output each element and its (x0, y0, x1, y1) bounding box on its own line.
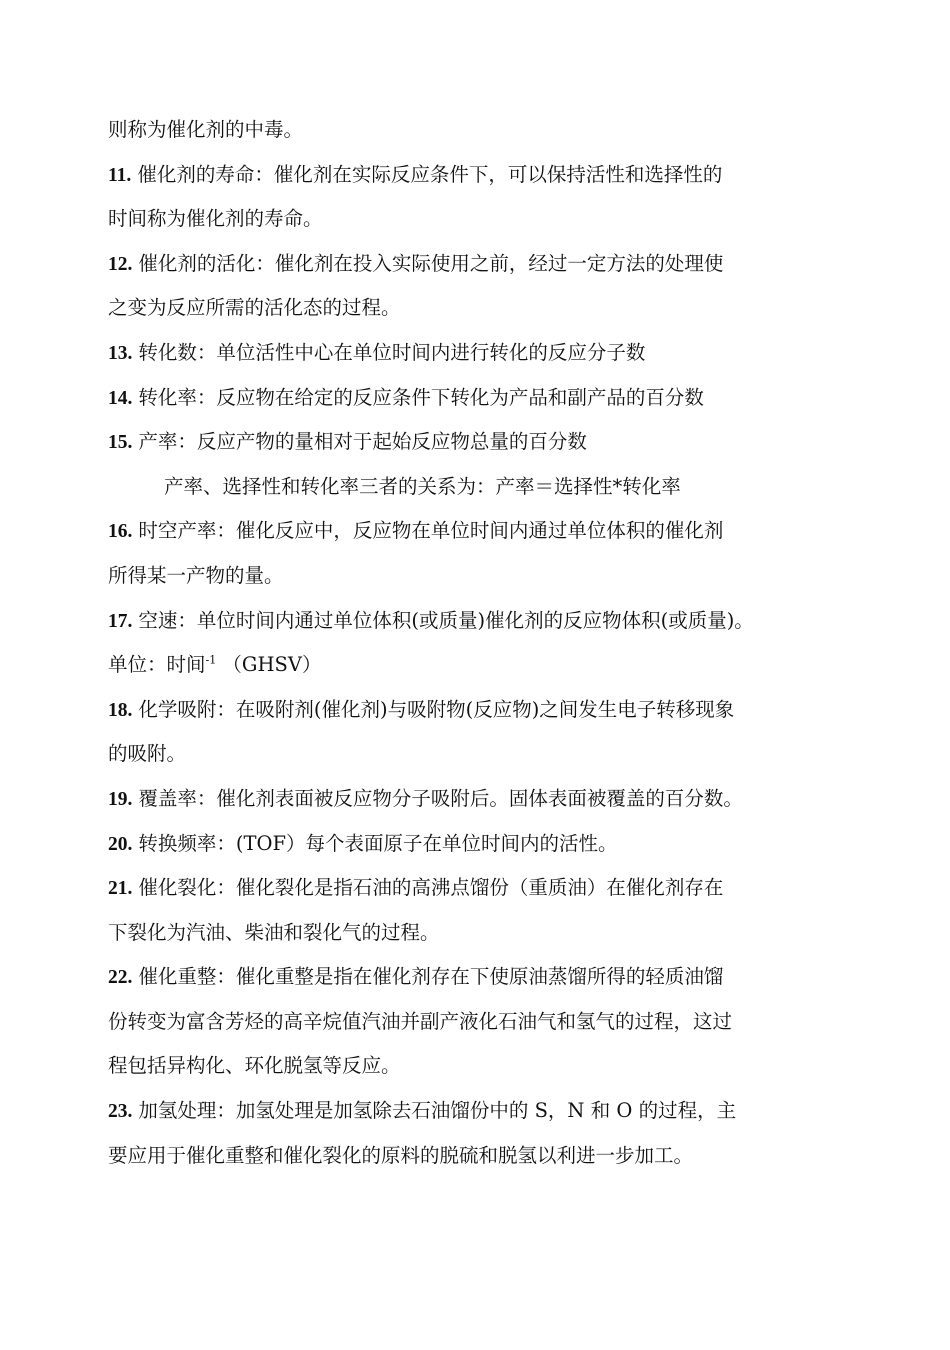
definition-item (108, 603, 843, 648)
item-number: 12. (108, 253, 133, 275)
line-text: 单位：时间 (108, 653, 206, 677)
definition-item (108, 424, 843, 469)
line-text: 之变为反应所需的活化态的过程。 (108, 296, 401, 320)
text-line (108, 736, 843, 781)
line-text: 化学吸附：在吸附剂(催化剂)与吸附物(反应物)之间发生电子转移现象 (138, 697, 735, 721)
line-text: 催化剂的活化：催化剂在投入实际使用之前，经过一定方法的处理使 (138, 251, 724, 275)
line-text: 催化剂的寿命：催化剂在实际反应条件下，可以保持活性和选择性的 (137, 162, 723, 186)
definition-item (108, 1093, 843, 1138)
item-number: 15. (108, 432, 133, 454)
definition-item (108, 513, 843, 558)
line-text: 转化数：单位活性中心在单位时间内进行转化的反应分子数 (138, 340, 646, 364)
item-number: 17. (108, 610, 133, 632)
line-text: 则称为催化剂的中毒。 (108, 118, 304, 141)
item-number: 20. (108, 833, 133, 855)
item-number: 16. (108, 521, 133, 543)
line-text: 催化裂化：催化裂化是指石油的高沸点馏份（重质油）在催化剂存在 (138, 876, 724, 900)
text-line-indented (108, 469, 843, 514)
item-number: 22. (108, 967, 133, 989)
line-text: 加氢处理：加氢处理是加氢除去石油馏份中的 S，N 和 O 的过程，主 (138, 1099, 737, 1123)
superscript: -1 (205, 653, 217, 667)
item-number: 19. (108, 788, 133, 810)
definition-item (108, 959, 843, 1004)
definition-item (108, 692, 843, 737)
text-line (108, 1004, 843, 1049)
line-text: 时空产率：催化反应中，反应物在单位时间内通过单位体积的催化剂 (138, 519, 724, 543)
item-number: 13. (108, 342, 133, 364)
line-text: 覆盖率：催化剂表面被反应物分子吸附后。固体表面被覆盖的百分数。 (138, 786, 743, 810)
line-text: 转化率：反应物在给定的反应条件下转化为产品和副产品的百分数 (138, 385, 704, 409)
definition-item (108, 380, 843, 425)
definition-item (108, 781, 843, 826)
definition-item (108, 157, 843, 202)
line-text: 份转变为富含芳烃的高辛烷值汽油并副产液化石油气和氢气的过程，这过 (108, 1009, 733, 1033)
text-line (108, 1138, 843, 1183)
definition-item (108, 335, 843, 380)
line-text: 转换频率：(TOF）每个表面原子在单位时间内的活性。 (138, 831, 618, 855)
line-text: 的吸附。 (108, 742, 187, 766)
line-text-tail: （GHSV） (216, 653, 322, 677)
text-line (108, 647, 843, 692)
line-text: 产率：反应产物的量相对于起始反应物总量的百分数 (138, 430, 587, 454)
item-number: 14. (108, 387, 133, 409)
line-text: 时间称为催化剂的寿命。 (108, 207, 323, 231)
definition-item (108, 870, 843, 915)
text-line (108, 201, 843, 246)
item-number: 11. (108, 164, 132, 186)
definition-item (108, 246, 843, 291)
item-number: 23. (108, 1101, 133, 1123)
item-number: 18. (108, 699, 133, 721)
line-text: 下裂化为汽油、柴油和裂化气的过程。 (108, 920, 440, 944)
text-line (108, 558, 843, 603)
text-line (108, 290, 843, 335)
line-text: 程包括异构化、环化脱氢等反应。 (108, 1054, 401, 1078)
item-number: 21. (108, 878, 133, 900)
line-text: 空速：单位时间内通过单位体积(或质量)催化剂的反应物体积(或质量)。 (138, 608, 754, 632)
definition-item (108, 826, 843, 871)
line-text: 要应用于催化重整和催化裂化的原料的脱硫和脱氢以利进一步加工。 (108, 1143, 694, 1167)
line-text: 所得某一产物的量。 (108, 563, 284, 587)
text-line (108, 915, 843, 960)
text-line (108, 1048, 843, 1093)
line-text: 催化重整：催化重整是指在催化剂存在下使原油蒸馏所得的轻质油馏 (138, 965, 724, 989)
text-line (108, 112, 843, 157)
line-text: 产率、选择性和转化率三者的关系为：产率＝选择性*转化率 (164, 474, 681, 498)
document-body (108, 112, 843, 1182)
